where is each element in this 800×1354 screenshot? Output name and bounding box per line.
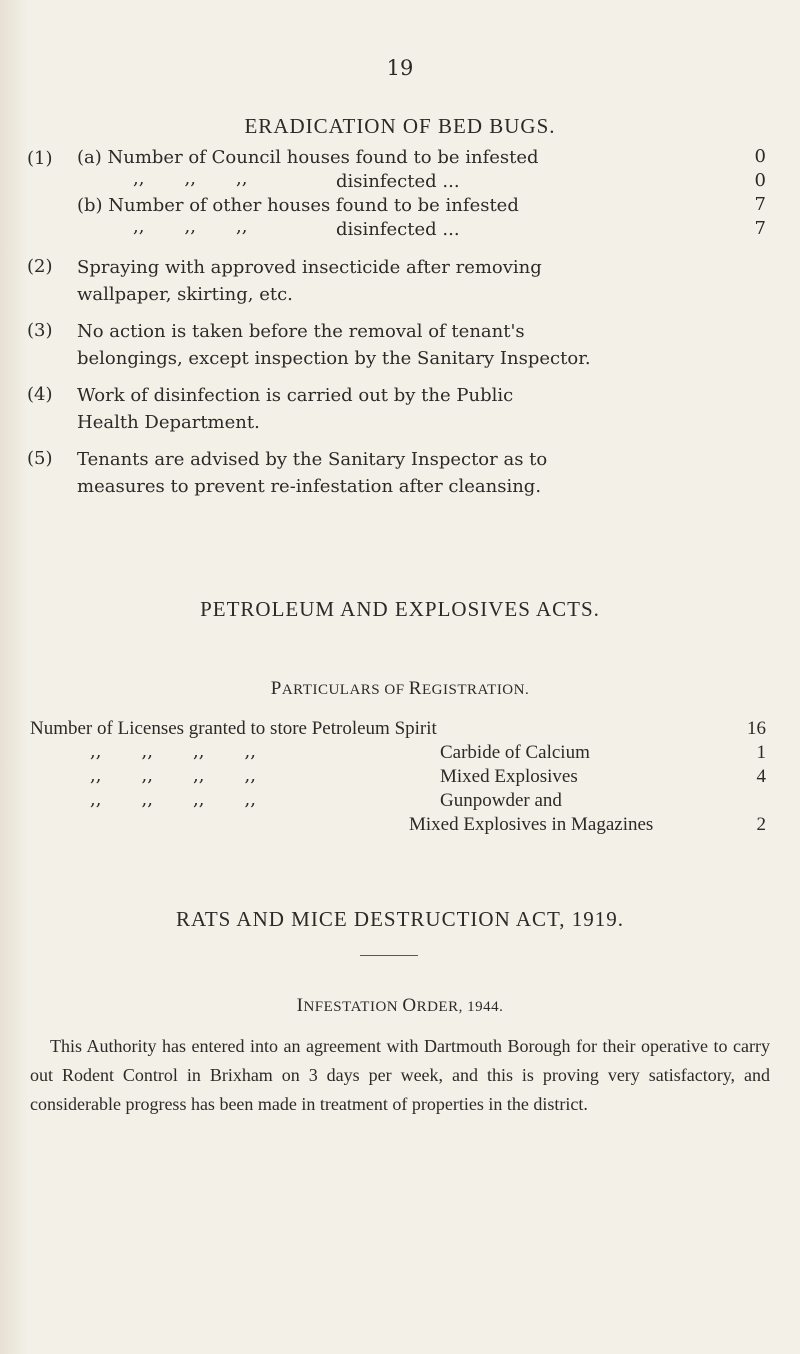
license-value: 2 <box>756 814 766 835</box>
item-text <box>77 318 767 372</box>
item-text <box>77 446 767 500</box>
item-line: Work of disinfection is carried out by the Public <box>77 385 514 406</box>
subtitle-initial: I <box>296 995 304 1016</box>
item-line: Tenants are advised by the Sanitary Inspector as to <box>77 449 548 470</box>
license-label: Mixed Explosives in Magazines <box>409 814 654 835</box>
subtitle-initial: P <box>270 678 282 699</box>
rats-title: RATS AND MICE DESTRUCTION ACT, 1919. <box>175 907 625 931</box>
item-number: (2) <box>27 256 53 277</box>
ditto-mark: ,, ,, ,, ,, <box>90 741 256 762</box>
item-text <box>77 254 767 308</box>
other-infested-label: (b) Number of other houses found to be infested <box>77 195 519 216</box>
other-disinfected-label: disinfected ... <box>336 219 460 240</box>
subtitle-text: ARTICULARS OF <box>281 682 409 698</box>
other-disinfected-value: 7 <box>754 218 766 239</box>
ditto-mark: ,, ,, ,, <box>133 168 248 189</box>
section-divider <box>360 955 418 956</box>
item-line: measures to prevent re-infestation after cleansing. <box>77 476 542 497</box>
license-value: 1 <box>756 742 766 763</box>
license-value: 4 <box>756 766 766 787</box>
council-infested-value: 0 <box>754 146 766 167</box>
bed-bugs-title: ERADICATION OF BED BUGS. <box>244 114 556 138</box>
page-number: 19 <box>386 56 414 80</box>
ditto-mark: ,, ,, ,, ,, <box>90 765 256 786</box>
subtitle-initial: O <box>402 995 417 1016</box>
item-line: No action is taken before the removal of tenant's <box>77 321 525 342</box>
license-label: Number of Licenses granted to store Petroleum Spirit <box>30 718 437 739</box>
item-line: belongings, except inspection by the Sanitary Inspector. <box>77 348 591 369</box>
license-value: 16 <box>747 718 766 739</box>
council-disinfected-value: 0 <box>754 170 766 191</box>
ditto-mark: ,, ,, ,, <box>133 216 248 237</box>
ditto-mark: ,, ,, ,, ,, <box>90 789 256 810</box>
rats-subtitle <box>0 995 800 1017</box>
item-line: Spraying with approved insecticide after removing <box>77 257 542 278</box>
page-edge-shadow <box>0 0 28 1354</box>
council-infested-label: (a) Number of Council houses found to be infested <box>77 147 539 168</box>
rats-paragraph: This Authority has entered into an agreement with Dartmouth Borough for their operative to carry out Rodent Control in Brixham on 3 days per week, and this is proving very satisfactory, and considerable progress has been made in treatment of properties in the district. <box>30 1036 770 1114</box>
subtitle-initial: R <box>408 678 422 699</box>
item-number: (1) <box>27 148 53 169</box>
item-text <box>77 382 767 436</box>
license-label: Carbide of Calcium <box>440 742 590 763</box>
petroleum-subtitle <box>0 678 800 700</box>
license-label: Gunpowder and <box>440 790 562 811</box>
subtitle-text: RDER, 1944. <box>416 999 504 1015</box>
other-infested-value: 7 <box>754 194 766 215</box>
item-line: wallpaper, skirting, etc. <box>77 284 293 305</box>
item-number: (3) <box>27 320 53 341</box>
item-line: Health Department. <box>77 412 260 433</box>
item-number: (4) <box>27 384 53 405</box>
license-label: Mixed Explosives <box>440 766 578 787</box>
subtitle-text: EGISTRATION. <box>421 682 530 698</box>
council-disinfected-label: disinfected ... <box>336 171 460 192</box>
subtitle-text: NFESTATION <box>303 999 403 1015</box>
item-number: (5) <box>27 448 53 469</box>
petroleum-title: PETROLEUM AND EXPLOSIVES ACTS. <box>200 597 600 621</box>
